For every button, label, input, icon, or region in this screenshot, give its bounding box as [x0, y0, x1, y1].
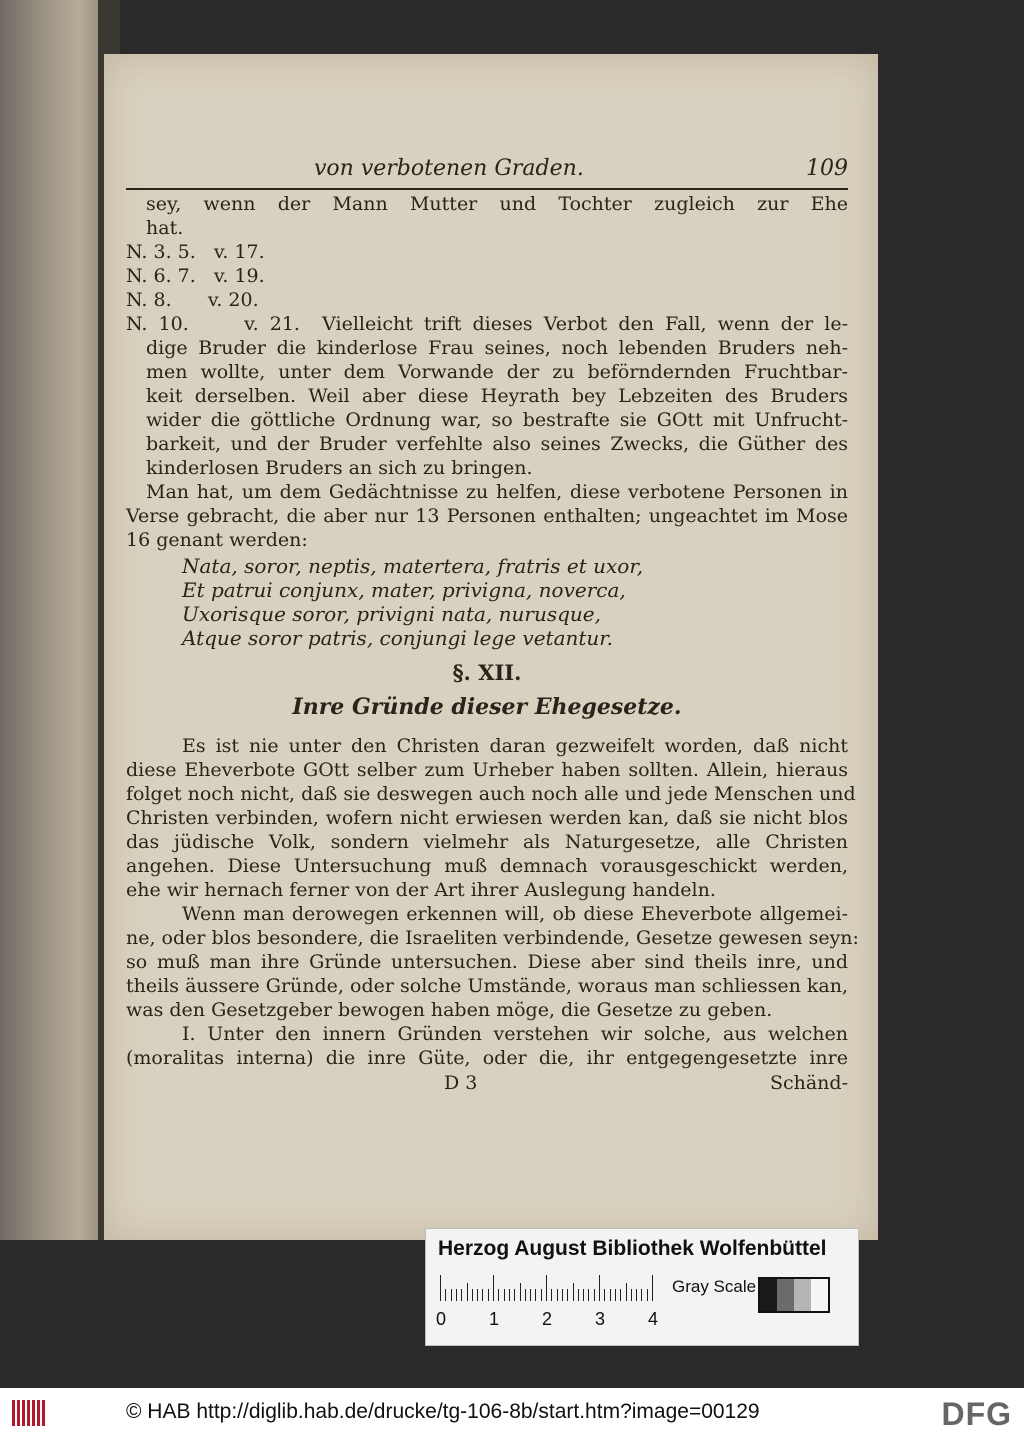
catchword: Schänd-	[769, 1072, 848, 1094]
ruler-tick	[541, 1289, 542, 1301]
ruler-tick	[647, 1289, 648, 1301]
ruler-tick	[467, 1283, 468, 1301]
text-line: Verse gebracht, die aber nur 13 Personen enthalten; ungeachtet im Mose	[126, 505, 848, 527]
latin-verse-line: Uxorisque soror, privigni nata, nurusque,	[182, 602, 601, 626]
text-line: hat.	[146, 217, 184, 239]
text-line: 16 genant werden:	[126, 529, 308, 551]
copyright-link[interactable]: © HAB http://diglib.hab.de/drucke/tg-106-8b/start.htm?image=00129	[126, 1400, 760, 1423]
ruler-tick	[514, 1289, 515, 1301]
ruler-tick	[546, 1275, 547, 1301]
scale-label: 2	[542, 1309, 553, 1329]
section-number: §. XII.	[452, 660, 522, 685]
page-number: 109	[806, 156, 848, 181]
adjacent-book-edge	[0, 0, 112, 1240]
text-line: ehe wir hernach ferner von der Art ihrer Auslegung handeln.	[126, 879, 716, 901]
text-line: dige Bruder die kinderlose Frau seines, noch lebenden Bruders neh-	[146, 337, 848, 359]
ruler-tick	[535, 1289, 536, 1301]
ruler-tick	[562, 1289, 563, 1301]
ruler-tick	[477, 1289, 478, 1301]
scale-label: 1	[489, 1309, 500, 1329]
ruler-tick	[551, 1289, 552, 1301]
ruler-tick	[451, 1289, 452, 1301]
gray-scale-label: Gray Scale	[672, 1277, 757, 1296]
latin-verse-line: Atque soror patris, conjungi lege vetantur.	[182, 626, 614, 650]
gray-scale-swatches	[758, 1277, 830, 1313]
ruler-tick	[530, 1289, 531, 1301]
ruler-tick	[472, 1289, 473, 1301]
book-page	[104, 54, 878, 1240]
head-rule	[126, 188, 848, 190]
logo-bar	[27, 1400, 30, 1426]
text-line: men wollte, unter dem Vorwande der zu beförndernden Fruchtbar-	[146, 361, 848, 383]
logo-bar	[12, 1400, 15, 1426]
logo-bar	[32, 1400, 35, 1426]
dfg-logo[interactable]: DFG	[941, 1396, 1012, 1432]
text-line: kinderlosen Bruders an sich zu bringen.	[146, 457, 533, 479]
text-line: N. 3. 5. v. 17.	[126, 241, 265, 263]
latin-verse-line: Et patrui conjunx, mater, privigna, noverca,	[182, 578, 626, 602]
logo-bar	[17, 1400, 20, 1426]
text-line: theils äussere Gründe, oder solche Umstände, woraus man schliessen kan,	[126, 975, 848, 997]
ruler-tick	[626, 1283, 627, 1301]
text-line: das jüdische Volk, sondern vielmehr als Naturgesetze, alle Christen	[126, 831, 848, 853]
ruler-tick	[509, 1289, 510, 1301]
gray-swatch	[811, 1279, 828, 1311]
ruler-tick	[641, 1289, 642, 1301]
ruler-tick	[461, 1289, 462, 1301]
ruler-tick	[498, 1289, 499, 1301]
scale-label: 4	[648, 1309, 659, 1329]
text-line: wider die göttliche Ordnung war, so bestrafte sie GOtt mit Unfrucht-	[146, 409, 848, 431]
latin-verse-line: Nata, soror, neptis, matertera, fratris et uxor,	[182, 554, 644, 578]
gray-swatch	[760, 1279, 777, 1311]
ruler-tick	[482, 1289, 483, 1301]
ruler-tick	[445, 1289, 446, 1301]
ruler-tick	[599, 1275, 600, 1301]
ruler-tick	[604, 1289, 605, 1301]
ruler-tick	[520, 1283, 521, 1301]
ruler-tick	[594, 1289, 595, 1301]
ruler-tick	[525, 1289, 526, 1301]
text-line: diese Eheverbote GOtt selber zum Urheber haben sollten. Allein, hieraus	[126, 759, 848, 781]
text-line: sey, wenn der Mann Mutter und Tochter zugleich zur Ehe	[146, 193, 848, 215]
ruler-tick	[573, 1283, 574, 1301]
ruler-tick	[610, 1289, 611, 1301]
text-line: I. Unter den innern Gründen verstehen wir solche, aus welchen	[182, 1023, 848, 1045]
scale-label: 0	[436, 1309, 447, 1329]
running-head	[126, 154, 848, 188]
viewer-footer	[0, 1388, 1024, 1442]
logo-bar	[37, 1400, 40, 1426]
text-line: Es ist nie unter den Christen daran gezweifelt worden, daß nicht	[182, 735, 848, 757]
section-title: Inre Gründe dieser Ehegesetze.	[292, 694, 682, 720]
signature-mark: D 3	[444, 1072, 478, 1094]
running-title: von verbotenen Graden.	[314, 156, 584, 181]
ruler-tick	[456, 1289, 457, 1301]
ruler-tick	[631, 1289, 632, 1301]
text-line: was den Gesetzgeber bewogen haben möge, die Gesetze zu geben.	[126, 999, 773, 1021]
text-line: N. 6. 7. v. 19.	[126, 265, 265, 287]
card-title: Herzog August Bibliothek Wolfenbüttel	[438, 1237, 827, 1260]
text-line: keit derselben. Weil aber diese Heyrath bey Lebzeiten des Bruders	[146, 385, 848, 407]
ruler-scale	[440, 1275, 658, 1301]
ruler-tick	[652, 1275, 653, 1301]
text-line: angehen. Diese Untersuchung muß demnach vorausgeschickt werden,	[126, 855, 848, 877]
ruler-tick	[440, 1275, 441, 1301]
text-line: Man hat, um dem Gedächtnisse zu helfen, diese verbotene Personen in	[146, 481, 848, 503]
logo-bar	[42, 1400, 45, 1426]
text-line: N. 8. v. 20.	[126, 289, 259, 311]
ruler-tick	[636, 1289, 637, 1301]
text-line: Christen verbinden, wofern nicht erwiesen werden kan, daß sie nicht blos	[126, 807, 848, 829]
ruler-tick	[583, 1289, 584, 1301]
text-line: (moralitas interna) die inre Güte, oder die, ihr entgegengesetzte inre	[126, 1047, 848, 1069]
ruler-tick	[504, 1289, 505, 1301]
gray-swatch	[794, 1279, 811, 1311]
gray-swatch	[777, 1279, 794, 1311]
ruler-tick	[615, 1289, 616, 1301]
color-calibration-card	[425, 1228, 859, 1346]
ruler-tick	[557, 1289, 558, 1301]
text-line: folget noch nicht, daß sie deswegen auch noch alle und jede Menschen und	[126, 783, 856, 805]
ruler-tick	[620, 1289, 621, 1301]
ruler-tick	[488, 1289, 489, 1301]
text-line: barkeit, und der Bruder verfehlte also seines Zwecks, die Güther des	[146, 433, 848, 455]
text-line: so muß man ihre Gründe untersuchen. Diese aber sind theils inre, und	[126, 951, 848, 973]
text-line: Wenn man derowegen erkennen will, ob diese Eheverbote allgemei-	[182, 903, 848, 925]
ruler-tick	[493, 1275, 494, 1301]
ruler-tick	[578, 1289, 579, 1301]
ruler-tick	[567, 1289, 568, 1301]
logo-bar	[22, 1400, 25, 1426]
hab-logo-icon[interactable]	[12, 1400, 46, 1426]
text-line: ne, oder blos besondere, die Israeliten verbindende, Gesetze gewesen seyn:	[126, 927, 859, 949]
ruler-tick	[588, 1289, 589, 1301]
text-line: N. 10. v. 21. Vielleicht trift dieses Verbot den Fall, wenn der le-	[126, 313, 848, 335]
page-text-block	[126, 54, 859, 1240]
scale-label: 3	[595, 1309, 606, 1329]
